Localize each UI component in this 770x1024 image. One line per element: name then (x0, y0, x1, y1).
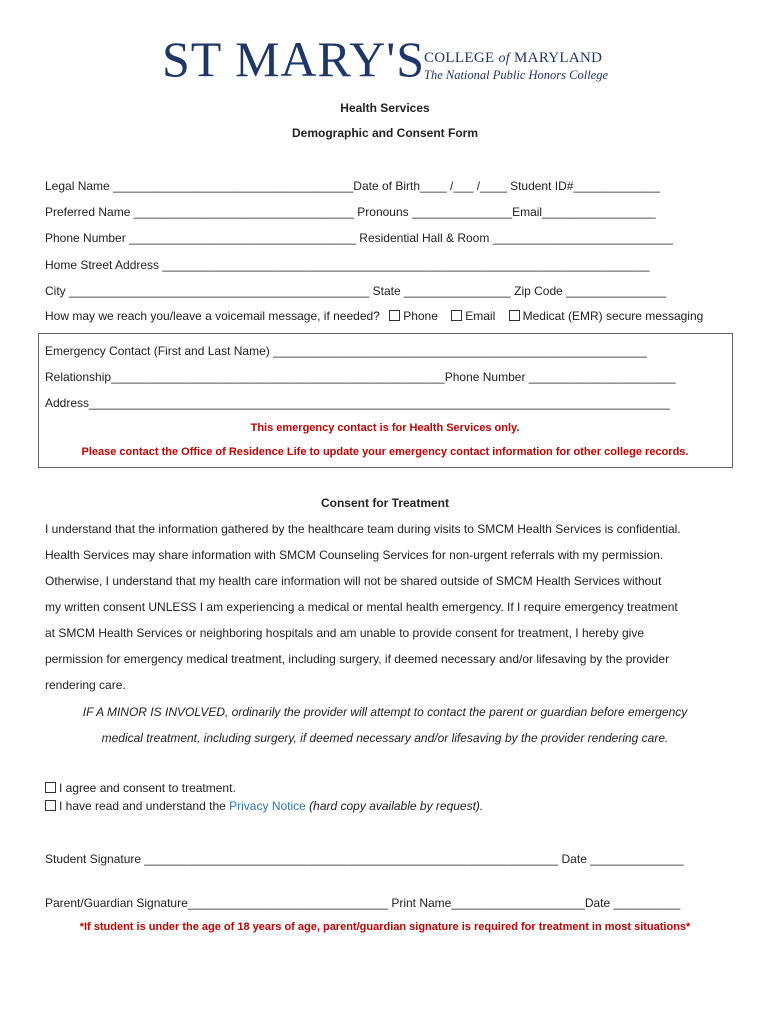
medicat-checkbox[interactable] (509, 310, 520, 321)
email-checkbox[interactable] (451, 310, 462, 321)
print-name-date-field[interactable]: Print Name____________________Date __________ (387, 896, 681, 910)
relationship-phone-line[interactable]: Relationship__________________________________________________Phone Number ______________________ (45, 370, 676, 384)
medicat-option-label: Medicat (EMR) secure messaging (522, 309, 704, 323)
minor-signature-footnote: *If student is under the age of 18 years of age, parent/guardian signature is required for treatment in most situations* (79, 921, 691, 933)
emergency-contact-name-line[interactable]: Emergency Contact (First and Last Name) ________________________________________________________ (45, 344, 647, 358)
email-option-label: Email (465, 309, 496, 323)
parent-signature-label: Parent/Guardian Signature (45, 896, 188, 910)
consent-paragraph-line: at SMCM Health Services or neighboring hospitals and am unable to provide consent for treatment, I hereby give (45, 626, 644, 640)
logo-wordmark: ST MARY'S (162, 31, 426, 87)
phone-option-label: Phone (403, 309, 438, 323)
minor-notice-line: medical treatment, including surgery, if deemed necessary and/or lifesaving by the provider rendering care. (101, 731, 669, 745)
logo-tagline: The National Public Honors College (424, 68, 609, 82)
agree-consent-label: I agree and consent to treatment. (59, 781, 236, 795)
home-street-address-line[interactable]: Home Street Address _________________________________________________________________________ (45, 258, 650, 272)
college-logo (162, 30, 612, 88)
phone-residential-hall-line[interactable]: Phone Number __________________________________ Residential Hall & Room ___________________________ (45, 231, 673, 245)
phone-checkbox[interactable] (389, 310, 400, 321)
consent-paragraph-line: permission for emergency medical treatment, including surgery, if deemed necessary and/or lifesaving by the provider (45, 652, 670, 666)
form-title: Health Services (340, 101, 430, 115)
contact-preference-question: How may we reach you/leave a voicemail message, if needed? (45, 309, 380, 323)
emergency-note-residence-life: Please contact the Office of Residence Life to update your emergency contact information for other college records. (81, 446, 689, 458)
consent-paragraph-line: Health Services may share information with SMCM Counseling Services for non-urgent referrals with my permission. (45, 548, 664, 562)
consent-heading: Consent for Treatment (320, 496, 449, 510)
emergency-note-health-services: This emergency contact is for Health Services only. (250, 422, 520, 434)
privacy-notice-link[interactable]: Privacy Notice (229, 799, 306, 813)
privacy-notice-suffix: (hard copy available by request). (305, 799, 484, 813)
agree-consent-checkbox[interactable] (45, 782, 56, 793)
contact-preference-line (45, 309, 703, 323)
legal-name-dob-id-line[interactable]: Legal Name ____________________________________Date of Birth____ /___ /____ Student ID#_____________ (45, 179, 661, 193)
agree-consent-row (45, 781, 236, 795)
consent-paragraph-line: my written consent UNLESS I am experiencing a medical or mental health emergency. If I require emergency treatment (45, 600, 678, 614)
student-signature-line[interactable]: Student Signature ______________________________________________________________ Date ______________ (45, 852, 684, 866)
preferred-name-pronouns-email-line[interactable]: Preferred Name _________________________________ Pronouns _______________Email_________________ (45, 205, 656, 219)
form-subtitle: Demographic and Consent Form (291, 126, 479, 140)
logo-college-name: COLLEGE of MARYLAND (424, 50, 603, 66)
consent-paragraph-line: Otherwise, I understand that my health care information will not be shared outside of SMCM Health Services without (45, 574, 662, 588)
logo-college-text (424, 50, 608, 83)
minor-notice-line: IF A MINOR IS INVOLVED, ordinarily the provider will attempt to contact the parent or guardian before emergency (82, 705, 688, 719)
consent-paragraph-line: rendering care. (45, 678, 126, 692)
privacy-notice-checkbox[interactable] (45, 800, 56, 811)
emergency-address-line[interactable]: Address_______________________________________________________________________________________ (45, 396, 670, 410)
privacy-notice-label: I have read and understand the (59, 799, 230, 813)
city-state-zip-line[interactable]: City _____________________________________________ State ________________ Zip Code _______________ (45, 284, 667, 298)
parent-signature-field[interactable]: ______________________________ (187, 896, 388, 910)
consent-paragraph-line: I understand that the information gathered by the healthcare team during visits to SMCM Health Services is confidential. (45, 522, 681, 536)
parent-signature-row (45, 896, 680, 910)
privacy-notice-row (45, 799, 483, 813)
